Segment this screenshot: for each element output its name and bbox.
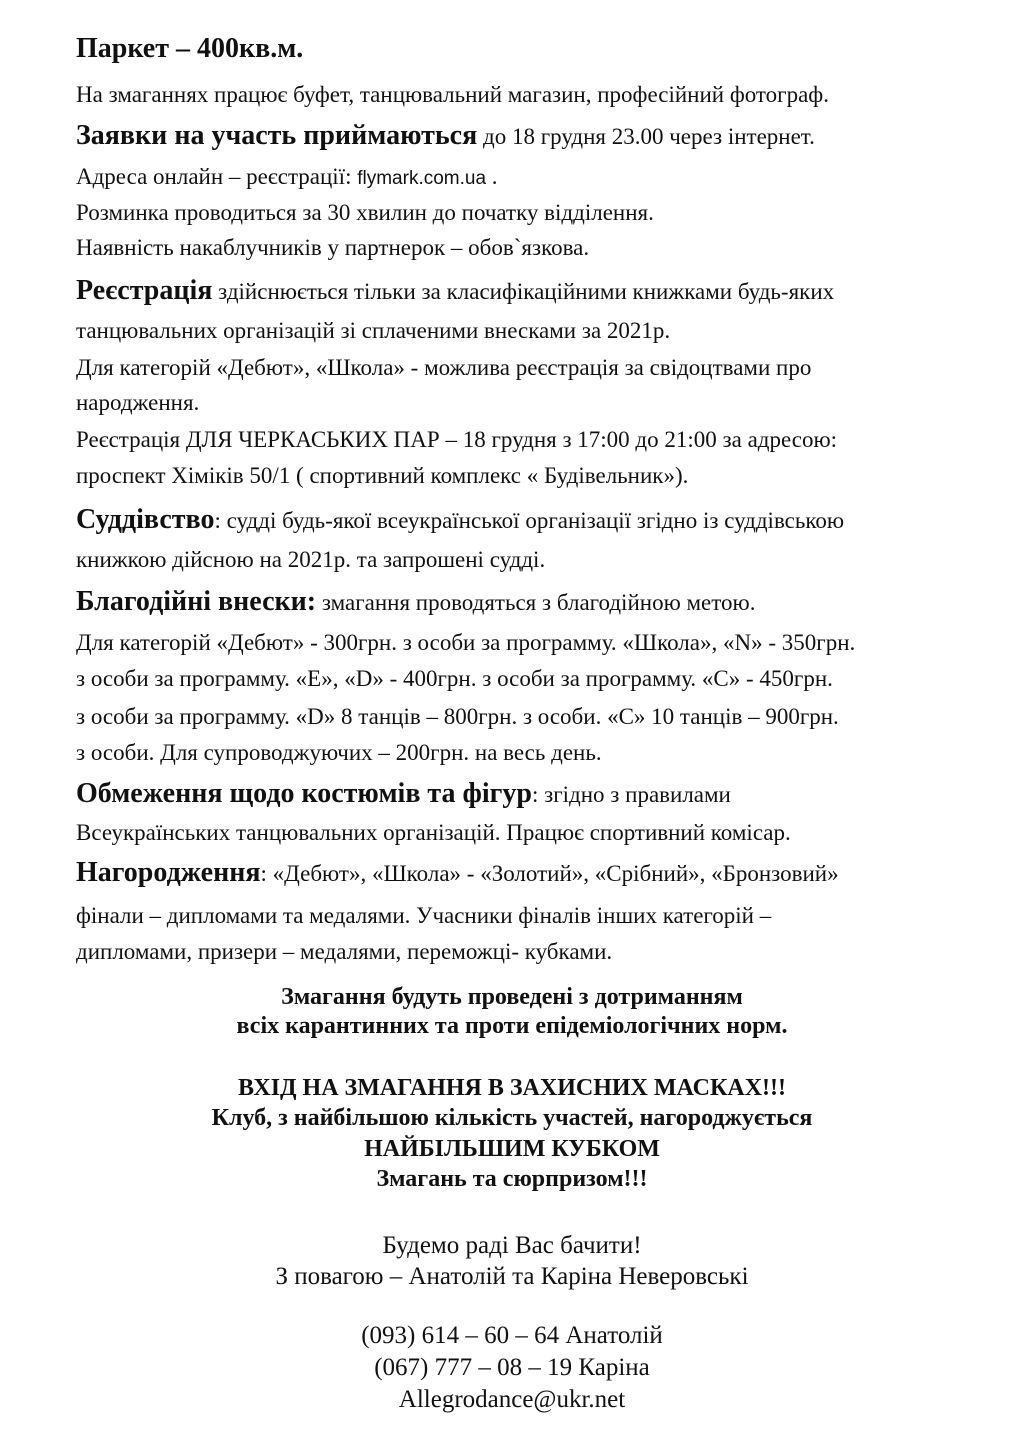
fees-line-1 — [76, 587, 755, 618]
masks-line: ВХІД НА ЗМАГАННЯ В ЗАХИСНИХ МАСКАХ!!! — [237, 1075, 787, 1101]
costumes-text-1: : згідно з правилами — [531, 782, 731, 807]
costumes-line-2: Всеукраїнських танцювальних організацій. Працює спортивний комісар. — [76, 820, 791, 845]
registration-line-4: народження. — [76, 390, 200, 415]
fees-line-2: Для категорій «Дебют» - 300грн. з особи за программу. «Школа», «N» - 350грн. — [76, 630, 856, 655]
awards-line-2: фінали – дипломами та медалями. Учасники фіналів інших категорій – — [76, 903, 772, 928]
judging-line-1 — [76, 505, 844, 536]
online-address-end: . — [486, 164, 498, 189]
buffet-line: На змаганнях працює буфет, танцювальний магазин, професійний фотограф. — [76, 82, 829, 107]
email-link[interactable]: Allegrodance@ukr.net — [398, 1386, 626, 1413]
costumes-heading: Обмеження щодо костюмів та фігур — [76, 778, 532, 809]
registration-line-6: проспект Хіміків 50/1 ( спортивний комплекс « Будівельник»). — [76, 463, 689, 488]
online-address-label: Адреса онлайн – реєстрації: — [76, 164, 358, 189]
welcome-line: Будемо раді Вас бачити! — [382, 1232, 642, 1259]
registration-line-2: танцювальних організацій зі сплаченими внесками за 2021р. — [76, 318, 671, 343]
fees-line-5: з особи. Для супроводжуючих – 200грн. на весь день. — [76, 740, 602, 765]
fees-line-3: з особи за программу. «E», «D» - 400грн. з особи за программу. «С» - 450грн. — [76, 666, 833, 691]
applications-heading: Заявки на участь приймаються — [76, 120, 478, 151]
registration-text-1: здійснюється тільки за класифікаційними книжками будь-яких — [212, 279, 835, 304]
club-line-2: НАЙБІЛЬШИМ КУБКОМ — [364, 1136, 660, 1162]
costumes-line-1 — [76, 779, 731, 810]
awards-line-1 — [76, 858, 839, 889]
applications-line — [76, 121, 815, 152]
judging-text-1: : судді будь-якої всеукраїнської організації згідно із суддівською — [214, 508, 845, 533]
phone-anatoliy[interactable]: (093) 614 – 60 – 64 Анатолій — [361, 1322, 663, 1349]
registration-line-5: Реєстрація ДЛЯ ЧЕРКАСЬКИХ ПАР – 18 грудня з 17:00 до 21:00 за адресою: — [76, 427, 838, 452]
parket-heading: Паркет – 400кв.м. — [76, 33, 304, 64]
club-line-3: Змагань та сюрпризом!!! — [376, 1166, 648, 1192]
online-address-line — [76, 162, 498, 194]
warmup-line: Розминка проводиться за 30 хвилин до початку відділення. — [76, 200, 654, 225]
fees-line-4: з особи за программу. «D» 8 танців – 800грн. з особи. «С» 10 танців – 900грн. — [76, 704, 839, 729]
heels-line: Наявність накаблучників у партнерок – обов`язкова. — [76, 235, 590, 260]
club-line-1: Клуб, з найбільшою кількість участей, нагороджується — [211, 1105, 813, 1131]
judging-line-2: книжкою дійсною на 2021р. та запрошені судді. — [76, 547, 546, 572]
phone-karina[interactable]: (067) 777 – 08 – 19 Каріна — [374, 1354, 650, 1381]
fees-text-1: змагання проводяться з благодійною метою. — [316, 590, 756, 615]
registration-heading: Реєстрація — [76, 275, 213, 306]
applications-text: до 18 грудня 23.00 через інтернет. — [477, 124, 815, 149]
fees-heading: Благодійні внески: — [76, 586, 317, 617]
quarantine-line-2: всіх карантинних та проти епідеміологічних норм. — [236, 1013, 788, 1039]
judging-heading: Суддівство — [76, 504, 215, 535]
regards-line: З повагою – Анатолій та Каріна Неверовські — [275, 1263, 749, 1290]
online-address-link[interactable]: flymark.com.ua — [357, 168, 487, 189]
registration-line-1 — [76, 276, 834, 307]
quarantine-line-1: Змагання будуть проведені з дотриманням — [281, 984, 743, 1010]
awards-line-3: дипломами, призери – медалями, переможці- кубками. — [76, 939, 613, 964]
awards-heading: Нагородження — [76, 857, 261, 888]
awards-text-1: : «Дебют», «Школа» - «Золотий», «Срібний», «Бронзовий» — [260, 861, 839, 886]
registration-line-3: Для категорій «Дебют», «Школа» - можлива реєстрація за свідоцтвами про — [76, 355, 812, 380]
